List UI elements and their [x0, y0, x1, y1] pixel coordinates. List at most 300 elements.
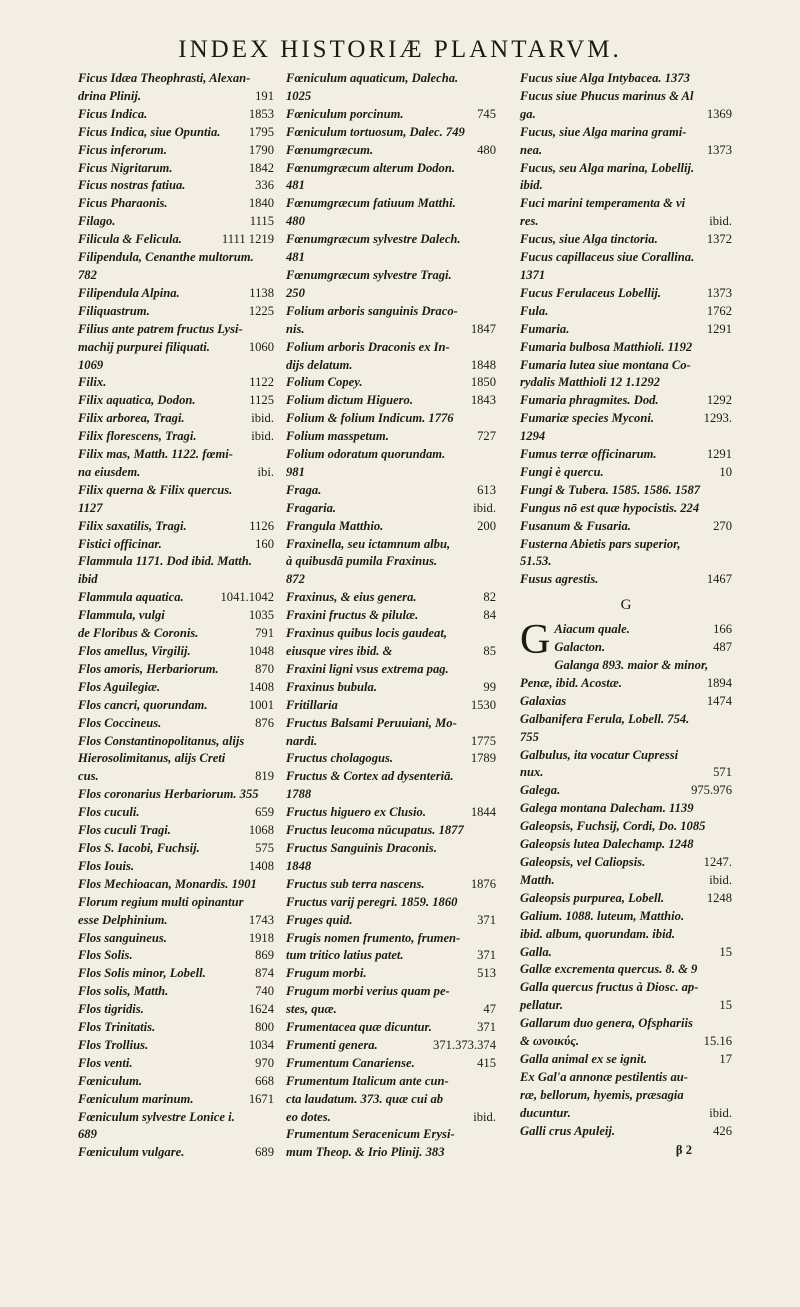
index-entry: [286, 124, 496, 142]
page-reference: 1671: [248, 1091, 274, 1106]
entry-text: Fuci marini temperamenta & vi: [520, 196, 686, 211]
entry-text: 872: [286, 572, 305, 587]
index-entry: [520, 88, 732, 106]
index-entry: [286, 553, 496, 571]
entry-text: ga.: [520, 106, 536, 121]
index-entry: [520, 303, 732, 321]
index-entry: [78, 70, 274, 88]
page-reference: 426: [713, 1123, 732, 1138]
entry-text: ibid.: [520, 178, 543, 193]
entry-text: Flos coronarius Herbariorum. 355: [78, 787, 259, 802]
entry-text: Fœniculum tortuosum, Dalec. 749: [286, 124, 465, 139]
entry-text: Fumaria.: [520, 321, 570, 336]
entry-text: Fœnumgræcum.: [286, 142, 374, 157]
page-reference: 1530: [470, 697, 496, 712]
page-reference: 727: [477, 429, 496, 444]
index-entry: [520, 818, 732, 836]
index-entry: [520, 764, 732, 782]
entry-text: Filix aquatica, Dodon.: [78, 393, 196, 408]
entry-text: Flos Trollius.: [78, 1037, 149, 1052]
index-entry: [78, 930, 274, 948]
entry-text: Fraxini fructus & pilulæ.: [286, 608, 419, 623]
index-entry: [520, 321, 732, 339]
page-reference: 371.373.374: [433, 1037, 496, 1052]
entry-text: Ficus Indica.: [78, 106, 148, 121]
index-entry: [286, 142, 496, 160]
index-entry: [520, 926, 732, 944]
index-entry: [78, 840, 274, 858]
page-reference: 15: [719, 944, 732, 959]
index-entry: [78, 553, 274, 571]
entry-text: eo dotes.: [286, 1109, 331, 1124]
entry-text: 782: [78, 267, 97, 282]
entry-text: 1848: [286, 858, 312, 873]
index-entry: [286, 930, 496, 948]
entry-text: Filiquastrum.: [78, 303, 150, 318]
entry-text: Filago.: [78, 214, 116, 229]
page-reference: 1843: [470, 393, 496, 408]
entry-text: Fœnumgræcum alterum Dodon.: [286, 160, 456, 175]
index-entry: [520, 106, 732, 124]
index-entry: [286, 70, 496, 88]
page-reference: 659: [255, 805, 274, 820]
entry-text: Galla.: [520, 944, 552, 959]
index-entry: [520, 693, 732, 711]
entry-text: Fungi è quercu.: [520, 464, 604, 479]
index-entry: [520, 944, 732, 962]
index-entry: [520, 446, 732, 464]
page-reference: 1876: [470, 876, 496, 891]
index-entry: [78, 607, 274, 625]
page-reference: 970: [255, 1055, 274, 1070]
index-entry: [78, 177, 274, 195]
entry-text: Fraga.: [286, 482, 322, 497]
page-reference: ibid.: [709, 872, 732, 887]
page-reference: 15: [719, 998, 732, 1013]
index-entry: [286, 482, 496, 500]
page-reference: 1125: [249, 393, 274, 408]
page-reference: 1850: [470, 375, 496, 390]
entry-text: Folium arboris Draconis ex In-: [286, 339, 450, 354]
index-entry: [286, 697, 496, 715]
index-entry: [286, 536, 496, 554]
index-entry: [78, 124, 274, 142]
entry-text: Fructus sub terra nascens.: [286, 876, 425, 891]
index-entry: [520, 160, 732, 178]
index-entry: [78, 142, 274, 160]
entry-text: Fœniculum vulgare.: [78, 1145, 185, 1160]
page-reference: ibid.: [251, 411, 274, 426]
index-entry: [520, 711, 732, 729]
page-reference: 689: [255, 1145, 274, 1160]
page-reference: 1293.: [703, 411, 732, 426]
index-entry: [78, 1109, 274, 1127]
entry-text: 689: [78, 1127, 97, 1142]
index-entry: [78, 912, 274, 930]
index-entry: [286, 195, 496, 213]
page-reference: 82: [483, 590, 496, 605]
entry-text: Filix querna & Filix quercus.: [78, 482, 233, 497]
page-reference: 1474: [706, 693, 732, 708]
index-entry: [286, 1001, 496, 1019]
entry-text: Fistici officinar.: [78, 536, 162, 551]
entry-text: ræ, bellorum, hyemis, præsagia: [520, 1087, 684, 1102]
page-reference: 1844: [470, 805, 496, 820]
entry-text: Galla animal ex se ignit.: [520, 1051, 647, 1066]
index-entry: [286, 589, 496, 607]
entry-text: Folium odoratum quorundam.: [286, 447, 446, 462]
index-entry: [78, 428, 274, 446]
page-reference: 85: [483, 644, 496, 658]
entry-text: Frugum morbi.: [286, 966, 367, 981]
index-entry: [520, 800, 732, 818]
entry-text: Folium masspetum.: [286, 429, 389, 444]
entry-text: Galeopsis, Fuchsij, Cordi, Do. 1085: [520, 819, 706, 834]
index-entry: [286, 339, 496, 357]
index-entry: [286, 822, 496, 840]
index-column-1: [78, 70, 274, 1162]
entry-text: Flammula aquatica.: [78, 590, 184, 605]
page-reference: 1138: [249, 285, 274, 300]
index-entry: [520, 500, 732, 518]
index-entry: [286, 876, 496, 894]
entry-text: Flos Trinitatis.: [78, 1020, 156, 1035]
index-entry: [78, 876, 274, 894]
index-entry: [78, 1126, 274, 1144]
page-reference: 371: [477, 912, 496, 927]
page-reference: ibid.: [251, 429, 274, 444]
entry-text: Fucus capillaceus siue Corallina.: [520, 250, 695, 265]
index-entry: [286, 965, 496, 983]
entry-text: Fula.: [520, 303, 549, 318]
page-reference: 84: [483, 608, 496, 623]
index-entry: [286, 571, 496, 589]
page-reference: 1918: [248, 930, 274, 945]
entry-text: Gallarum duo genera, Ofsphariis: [520, 1016, 693, 1031]
page-reference: 1775: [470, 733, 496, 748]
index-entry: [286, 1055, 496, 1073]
entry-text: cta laudatum. 373. quæ cui ab: [286, 1091, 444, 1106]
entry-text: Ficus inferorum.: [78, 142, 167, 157]
index-column-2: [286, 70, 496, 1162]
entry-text: Galanga 893. maior & minor,: [554, 658, 709, 672]
index-entry: [78, 446, 274, 464]
index-entry: [520, 428, 732, 446]
entry-text: Filicula & Felicula.: [78, 232, 182, 247]
index-entry: [520, 231, 732, 249]
entry-text: Fucus, siue Alga tinctoria.: [520, 232, 658, 247]
page-reference: 1369: [706, 106, 732, 121]
page-reference: 166: [713, 622, 732, 637]
index-entry: [520, 997, 732, 1015]
entry-text: Fumariæ species Myconi.: [520, 411, 654, 426]
entry-text: ducuntur.: [520, 1105, 571, 1120]
index-entry: [286, 160, 496, 178]
page-reference: 1848: [470, 357, 496, 372]
page-reference: 1115: [249, 214, 274, 229]
entry-text: & ωνοικύς.: [520, 1034, 580, 1049]
page-reference: 876: [255, 715, 274, 730]
entry-text: Fungus nō est quæ hypocistis. 224: [520, 500, 700, 515]
entry-text: Flos Solis minor, Lobell.: [78, 966, 206, 981]
entry-text: Galeopsis, vel Caliopsis.: [520, 854, 646, 869]
index-entry: [78, 965, 274, 983]
entry-text: Aiacum quale.: [554, 622, 630, 637]
index-entry: [520, 1051, 732, 1069]
page-reference: 1853: [248, 106, 274, 121]
entry-text: Folium arboris sanguinis Draco-: [286, 303, 458, 318]
entry-text: 1788: [286, 787, 312, 802]
index-entry: [286, 786, 496, 804]
entry-text: 755: [520, 729, 539, 744]
index-entry: [520, 890, 732, 908]
index-entry: [286, 894, 496, 912]
page-reference: 791: [255, 626, 274, 641]
entry-text: Fungi & Tubera. 1585. 1586. 1587: [520, 482, 701, 497]
index-entry: [520, 285, 732, 303]
entry-text: Fœnumgræcum fatiuum Matthi.: [286, 196, 456, 211]
index-entry: [520, 872, 732, 890]
page-reference: 47: [483, 1002, 496, 1017]
entry-text: Fœniculum porcinum.: [286, 106, 404, 121]
entry-text: Frangula Matthio.: [286, 518, 384, 533]
entry-text: 51.53.: [520, 554, 552, 569]
index-entry: [78, 625, 274, 643]
page-reference: 1111 1219: [221, 232, 274, 247]
index-entry: [520, 339, 732, 357]
index-entry: [78, 715, 274, 733]
index-entry: [286, 500, 496, 518]
page-reference: ibid.: [473, 500, 496, 515]
entry-text: nis.: [286, 321, 305, 336]
index-entry: [78, 1019, 274, 1037]
entry-text: Filipendula, Cenanthe multorum.: [78, 250, 254, 265]
page-reference: 160: [255, 536, 274, 551]
entry-text: Fusus agrestis.: [520, 572, 599, 587]
entry-text: Flos cancri, quorundam.: [78, 697, 208, 712]
page-reference: 975.976: [691, 783, 732, 798]
page-reference: 270: [713, 518, 732, 533]
index-entry: [286, 446, 496, 464]
entry-text: Gallæ excrementa quercus. 8. & 9: [520, 962, 698, 977]
page-reference: 1467: [706, 572, 732, 587]
index-entry: [78, 983, 274, 1001]
page-reference: ibid.: [473, 1109, 496, 1124]
entry-text: Fucus siue Alga Intybacea. 1373: [520, 71, 690, 85]
entry-text: Ficus Indica, siue Opuntia.: [78, 124, 221, 139]
entry-text: Ficus Pharaonis.: [78, 196, 168, 211]
entry-text: Penæ, ibid. Acostæ.: [520, 675, 623, 690]
entry-text: Fœniculum aquaticum, Dalecha.: [286, 71, 459, 85]
entry-text: Frumentacea quæ dicuntur.: [286, 1020, 432, 1035]
index-entry: [78, 464, 274, 482]
page-reference: 1790: [248, 142, 274, 157]
index-entry: [78, 321, 274, 339]
index-entry: [78, 1001, 274, 1019]
entry-text: Galeopsis purpurea, Lobell.: [520, 890, 665, 905]
entry-text: Fumaria phragmites. Dod.: [520, 393, 659, 408]
entry-text: Ficus Idæa Theophrasti, Alexan-: [78, 71, 251, 85]
entry-text: Fructus higuero ex Clusio.: [286, 805, 426, 820]
entry-text: Flos Aguilegiæ.: [78, 679, 161, 694]
page-reference: 10: [719, 464, 732, 479]
page-reference: 668: [255, 1073, 274, 1088]
index-entry: [520, 675, 732, 693]
index-entry: [286, 249, 496, 267]
entry-text: Fœniculum.: [78, 1073, 143, 1088]
entry-text: Flos cuculi.: [78, 805, 140, 820]
index-entry: [78, 106, 274, 124]
entry-text: Fraxinus, & eius genera.: [286, 590, 417, 605]
entry-text: Fraxinus quibus locis gaudeat,: [286, 626, 447, 641]
index-entry: [78, 947, 274, 965]
entry-text: Flos amellus, Virgilij.: [78, 644, 191, 658]
index-entry: [78, 768, 274, 786]
entry-text: Florum regium multi opinantur: [78, 894, 244, 909]
index-entry: [78, 571, 274, 589]
index-entry: [520, 1105, 732, 1123]
index-entry: [78, 1144, 274, 1162]
signature-mark: β 2: [675, 1143, 692, 1158]
index-entry: [286, 267, 496, 285]
entry-text: Fraxini ligni vsus extrema pag.: [286, 661, 449, 676]
page-reference: 191: [255, 88, 274, 103]
page-reference: 613: [477, 482, 496, 497]
index-entry: [286, 1019, 496, 1037]
entry-text: Galium. 1088. luteum, Matthio.: [520, 908, 685, 923]
index-entry: [520, 392, 732, 410]
page-reference: 1408: [248, 858, 274, 873]
entry-text: Filipendula Alpina.: [78, 285, 180, 300]
entry-text: Hierosolimitanus, alijs Creti: [78, 751, 226, 766]
index-entry: [520, 657, 732, 675]
entry-text: Flos Coccineus.: [78, 715, 162, 730]
entry-text: mum Theop. & Irio Plinij. 383: [286, 1145, 445, 1160]
index-entry: [520, 747, 732, 765]
page-reference: 870: [255, 661, 274, 676]
index-entry: [78, 392, 274, 410]
index-entry: [520, 961, 732, 979]
page-reference: 99: [483, 679, 496, 694]
index-entry: [78, 733, 274, 751]
index-entry: [286, 177, 496, 195]
entry-text: Fraxinella, seu ictamnum albu,: [286, 536, 451, 551]
index-entry: [520, 908, 732, 926]
entry-text: Flos cuculi Tragi.: [78, 823, 171, 838]
entry-text: Galeopsis lutea Dalechamp. 1248: [520, 837, 694, 852]
index-entry: [520, 213, 732, 231]
page-reference: ibid.: [709, 1105, 732, 1120]
page-reference: ibi.: [257, 464, 274, 479]
index-entry: [286, 1144, 496, 1162]
index-entry: [520, 1123, 732, 1141]
entry-text: Matth.: [520, 872, 555, 887]
page-reference: 1048: [248, 644, 274, 658]
entry-text: Fucus, seu Alga marina, Lobellij.: [520, 160, 695, 175]
entry-text: Galega.: [520, 783, 561, 798]
page-reference: 480: [477, 142, 496, 157]
index-entry: [78, 679, 274, 697]
index-entry: [78, 1055, 274, 1073]
entry-text: Fruges quid.: [286, 912, 353, 927]
entry-text: Galega montana Dalecham. 1139: [520, 801, 694, 816]
index-entry: [78, 643, 274, 661]
page-reference: 1291: [706, 321, 732, 336]
index-entry: [520, 518, 732, 536]
entry-text: Frumentum Canariense.: [286, 1055, 415, 1070]
page-header: INDEX HISTORIÆ PLANTARVM.: [178, 36, 622, 63]
entry-text: 1069: [78, 357, 104, 372]
entry-text: 250: [286, 285, 305, 300]
page-reference: 1126: [249, 518, 274, 533]
index-entry: [78, 195, 274, 213]
page-reference: 1001: [248, 697, 274, 712]
entry-text: Filix.: [78, 375, 107, 390]
index-entry: [78, 249, 274, 267]
index-entry: [520, 464, 732, 482]
index-entry: [520, 729, 732, 747]
entry-text: de Floribus & Coronis.: [78, 626, 199, 641]
index-entry: [286, 518, 496, 536]
section-letter: G: [620, 597, 632, 614]
entry-text: Flos Solis.: [78, 948, 133, 963]
entry-text: rydalis Matthioli 12 1.1292: [520, 375, 660, 390]
entry-text: Fumaria bulbosa Matthioli. 1192: [520, 339, 693, 354]
index-entry: [520, 639, 732, 657]
entry-text: Fucus siue Phucus marinus & Al: [520, 88, 694, 103]
index-entry: [78, 374, 274, 392]
page-reference: 1122: [249, 375, 274, 390]
entry-text: Folium dictum Higuero.: [286, 393, 414, 408]
page-reference: 1248: [706, 890, 732, 905]
entry-text: Fumaria lutea siue montana Co-: [520, 357, 691, 372]
entry-text: Fumus terræ officinarum.: [520, 447, 657, 462]
page-reference: 415: [477, 1055, 496, 1070]
page-reference: 1840: [248, 196, 274, 211]
entry-text: stes, quæ.: [286, 1002, 337, 1017]
page-reference: 740: [255, 984, 274, 999]
entry-text: Galbanifera Ferula, Lobell. 754.: [520, 711, 690, 726]
entry-text: Filix florescens, Tragi.: [78, 429, 197, 444]
page-reference: 1408: [248, 679, 274, 694]
index-entry: [520, 142, 732, 160]
index-entry: [520, 854, 732, 872]
index-entry: [520, 410, 732, 428]
page-reference: 874: [255, 966, 274, 981]
entry-text: 1371: [520, 267, 546, 282]
page-reference: 869: [255, 948, 274, 963]
entry-text: Galbulus, ita vocatur Cupressi: [520, 747, 679, 762]
index-entry: [78, 88, 274, 106]
index-entry: [520, 124, 732, 142]
index-entry: [520, 195, 732, 213]
entry-text: Fœnumgræcum sylvestre Tragi.: [286, 267, 452, 282]
index-entry: [286, 1037, 496, 1055]
index-entry: [286, 410, 496, 428]
index-entry: [286, 213, 496, 231]
index-entry: [78, 589, 274, 607]
index-entry: [286, 804, 496, 822]
entry-text: Fœniculum marinum.: [78, 1091, 194, 1106]
entry-text: Flos amoris, Herbariorum.: [78, 661, 219, 676]
index-entry: [78, 518, 274, 536]
index-entry: [520, 782, 732, 800]
index-entry: [78, 1073, 274, 1091]
index-entry: [520, 1033, 732, 1051]
entry-text: Frugum morbi verius quam pe-: [286, 984, 450, 999]
index-entry: [286, 1073, 496, 1091]
index-entry: [520, 374, 732, 392]
